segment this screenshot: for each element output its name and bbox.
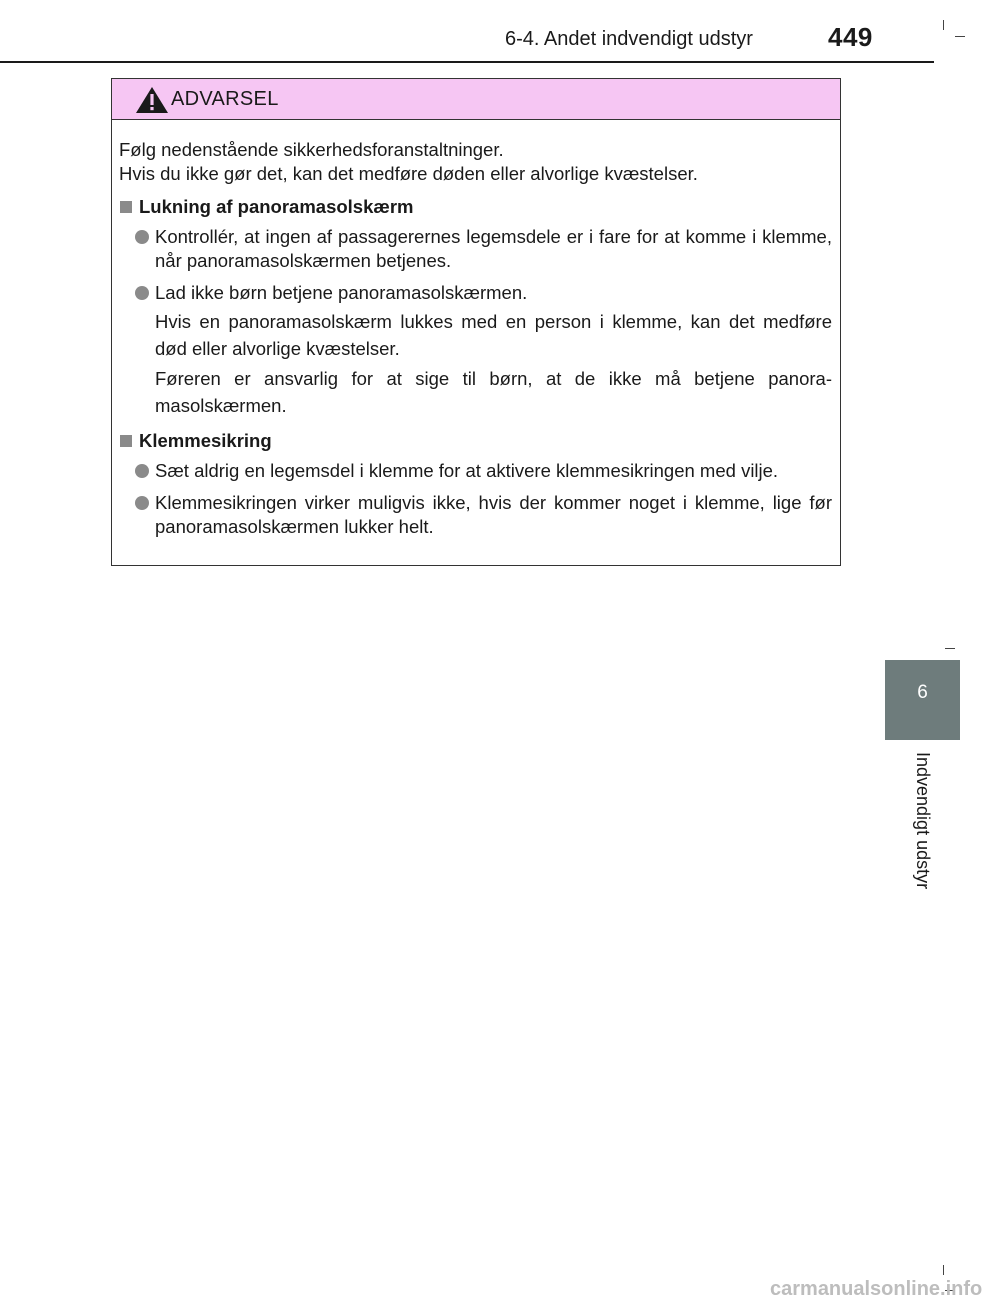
warning-body: [112, 120, 840, 539]
list-item-text: [155, 225, 832, 273]
section-title: 6-4. Andet indvendigt udstyr: [505, 28, 753, 50]
list-item: [119, 459, 832, 483]
chapter-label: Indvendigt udstyr: [913, 752, 933, 890]
circle-bullet-icon: [135, 496, 149, 510]
paragraph: Lad ikke børn betjene panoramasolskærmen.: [155, 282, 528, 303]
paragraph: Klemmesikringen virker muligvis ikke, hvis der kommer noget i klemme, lige før panoramasolskærmen lukker helt.: [155, 492, 832, 537]
crop-mark: [943, 1265, 944, 1275]
crop-mark: [955, 36, 965, 37]
intro-line: Følg nedenstående sikkerhedsforanstaltninger.: [119, 139, 504, 160]
paragraph: Hvis en panoramasolskærm lukkes med en person i klemme, kan det medføre død eller alvorlige kvæstelser.: [155, 311, 832, 359]
warning-intro: [119, 138, 832, 186]
list-item-text: [155, 459, 778, 483]
warning-header: [112, 79, 840, 120]
page-number: 449: [828, 22, 873, 52]
list-item: [119, 281, 832, 419]
square-bullet-icon: [120, 201, 132, 213]
list-item: [119, 225, 832, 273]
page-header: [0, 0, 960, 64]
warning-triangle-icon: [135, 86, 169, 114]
paragraph: Kontrollér, at ingen af passagerernes legemsdele er i fare for at komme i klemme, når panoramasolskærmen betjenes.: [155, 226, 832, 271]
section-heading-text: Lukning af panoramasolskærm: [139, 196, 414, 217]
list-item: [119, 491, 832, 539]
square-bullet-icon: [120, 435, 132, 447]
section-heading: [119, 429, 832, 453]
watermark: carmanualsonline.info: [770, 1278, 982, 1300]
section-heading-text: Klemmesikring: [139, 430, 272, 451]
crop-mark: [945, 648, 955, 649]
warning-title: ADVARSEL: [171, 88, 279, 110]
list-item-text: [155, 491, 832, 539]
circle-bullet-icon: [135, 286, 149, 300]
chapter-tab: [885, 660, 960, 740]
header-rule: [0, 61, 934, 63]
list-item-text: [155, 281, 832, 419]
intro-line: Hvis du ikke gør det, kan det medføre døden eller alvorlige kvæstelser.: [119, 163, 698, 184]
section-lukning: [119, 195, 832, 419]
paragraph: Føreren er ansvarlig for at sige til børn, at de ikke må betjene panora-masolskærmen.: [155, 368, 832, 416]
circle-bullet-icon: [135, 464, 149, 478]
warning-box: [111, 78, 841, 566]
crop-mark: [943, 20, 944, 30]
paragraph: Sæt aldrig en legemsdel i klemme for at aktivere klemmesikringen med vilje.: [155, 460, 779, 481]
chapter-number: 6: [917, 682, 928, 703]
circle-bullet-icon: [135, 230, 149, 244]
section-heading: [119, 195, 832, 219]
section-klemmesikring: [119, 429, 832, 539]
